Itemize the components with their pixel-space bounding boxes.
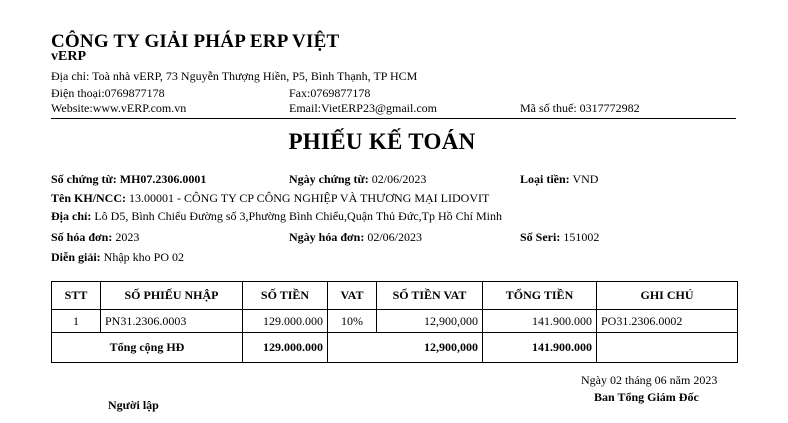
partner-field xyxy=(51,191,489,206)
table-header-row xyxy=(52,282,738,310)
voucher-no-label: Số chứng từ: xyxy=(51,172,117,186)
company-email: Email:VietERP23@gmail.com xyxy=(289,101,437,115)
voucher-no-value: MH07.2306.0001 xyxy=(119,172,207,186)
cell-note: PO31.2306.0002 xyxy=(597,310,738,333)
col-header-note: GHI CHÚ xyxy=(597,282,738,310)
voucher-date-value: 02/06/2023 xyxy=(371,172,427,186)
note-field xyxy=(51,250,184,265)
serial-field xyxy=(520,230,599,245)
voucher-date-label: Ngày chứng từ: xyxy=(289,172,369,186)
partner-label: Tên KH/NCC: xyxy=(51,191,126,205)
serial-label: Số Seri: xyxy=(520,230,561,244)
partner-value: 13.00001 - CÔNG TY CP CÔNG NGHIỆP VÀ THƯƠNG MẠI LIDOVIT xyxy=(129,191,490,205)
total-note xyxy=(597,333,738,363)
col-header-total: TỔNG TIỀN xyxy=(483,282,597,310)
invoice-date-label: Ngày hóa đơn: xyxy=(289,230,365,244)
voucher-table xyxy=(51,281,738,363)
company-brand: vERP xyxy=(51,49,86,64)
total-label: Tổng cộng HĐ xyxy=(52,333,243,363)
invoice-no-field xyxy=(51,230,139,245)
note-label: Diễn giải: xyxy=(51,250,101,264)
director-label: Ban Tổng Giám Đốc xyxy=(594,390,699,404)
invoice-no-value: 2023 xyxy=(115,230,140,244)
company-tax-code: Mã số thuế: 0317772982 xyxy=(520,101,640,115)
total-amount: 129.000.000 xyxy=(243,333,328,363)
total-vat-amount: 12,900,000 xyxy=(328,333,483,363)
company-fax: Fax:0769877178 xyxy=(289,86,371,100)
currency-field xyxy=(520,172,598,187)
cell-receipt-no: PN31.2306.0003 xyxy=(101,310,243,333)
voucher-date-field xyxy=(289,172,426,187)
total-grand: 141.900.000 xyxy=(483,333,597,363)
note-value: Nhập kho PO 02 xyxy=(103,250,185,264)
table-row xyxy=(52,310,738,333)
currency-label: Loại tiền: xyxy=(520,172,570,186)
cell-amount: 129.000.000 xyxy=(243,310,328,333)
header-divider xyxy=(51,118,736,119)
company-website: Website:www.vERP.com.vn xyxy=(51,101,187,115)
partner-address-label: Địa chỉ: xyxy=(51,209,92,223)
col-header-vat: VAT xyxy=(328,282,377,310)
company-name: CÔNG TY GIẢI PHÁP ERP VIỆT xyxy=(51,31,340,52)
table-total-row xyxy=(52,333,738,363)
document-title: PHIẾU KẾ TOÁN xyxy=(288,129,476,154)
partner-address-field xyxy=(51,209,502,224)
cell-vat-amount: 12,900,000 xyxy=(377,310,483,333)
col-header-vat-amount: SỐ TIỀN VAT xyxy=(377,282,483,310)
col-header-receipt-no: SỐ PHIẾU NHẬP xyxy=(101,282,243,310)
invoice-date-field xyxy=(289,230,422,245)
cell-stt: 1 xyxy=(52,310,101,333)
cell-total: 141.900.000 xyxy=(483,310,597,333)
partner-address-value: Lô D5, Bình Chiểu Đường số 3,Phường Bình Chiểu,Quận Thủ Đức,Tp Hồ Chí Minh xyxy=(94,209,502,223)
signature-date: Ngày 02 tháng 06 năm 2023 xyxy=(581,373,718,387)
currency-value: VND xyxy=(572,172,599,186)
invoice-no-label: Số hóa đơn: xyxy=(51,230,113,244)
cell-vat: 10% xyxy=(328,310,377,333)
preparer-label: Người lập xyxy=(108,398,159,412)
invoice-date-value: 02/06/2023 xyxy=(367,230,422,244)
col-header-amount: SỐ TIỀN xyxy=(243,282,328,310)
col-header-stt: STT xyxy=(52,282,101,310)
serial-value: 151002 xyxy=(563,230,600,244)
company-phone: Điện thoại:0769877178 xyxy=(51,86,165,100)
company-address: Địa chỉ: Toà nhà vERP, 73 Nguyễn Thượng Hiền, P5, Bình Thạnh, TP HCM xyxy=(51,69,418,83)
voucher-no-field xyxy=(51,172,206,187)
